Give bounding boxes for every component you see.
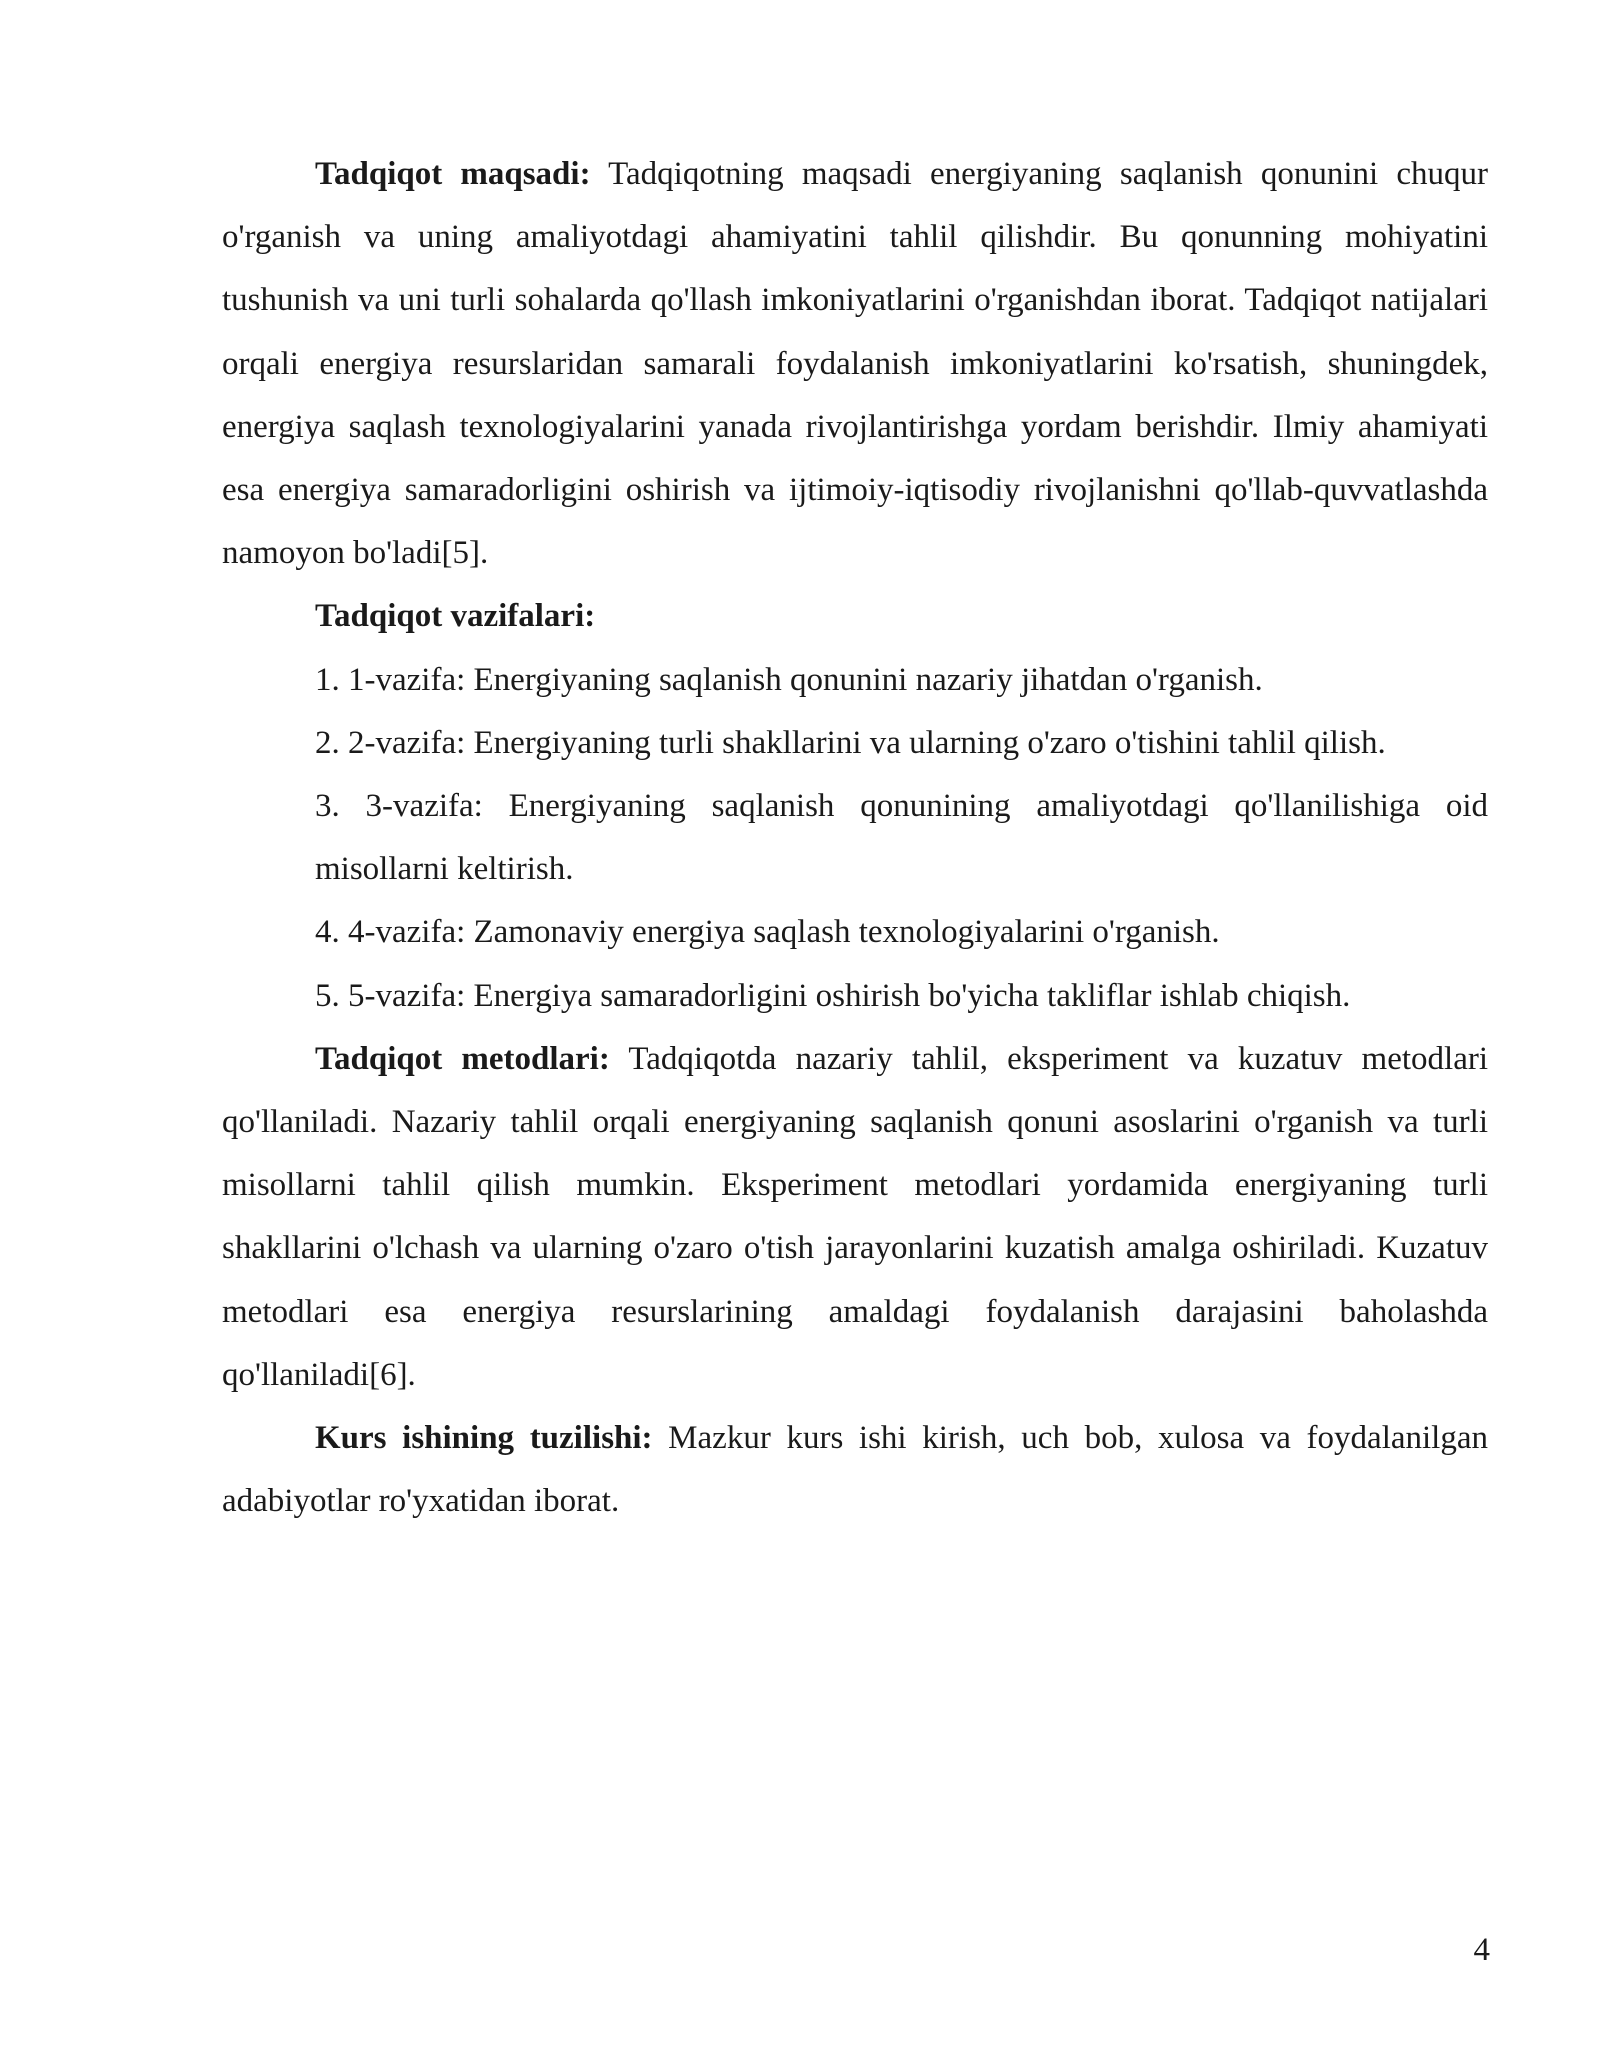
- research-methods-paragraph: [222, 1028, 1488, 1407]
- research-tasks-list: [222, 649, 1488, 1028]
- research-goal-label: Tadqiqot maqsadi:: [315, 156, 591, 192]
- research-tasks-heading: Tadqiqot vazifalari:: [315, 598, 596, 635]
- task-item-1: 1. 1-vazifa: Energiyaning saqlanish qonunini nazariy jihatdan o'rganish.: [315, 661, 1263, 698]
- document-page: [222, 143, 1488, 1533]
- course-structure-text: Mazkur kurs ishi kirish, uch bob, xulosa va foydalanilgan adabiyotlar ro'yxatidan iborat.: [222, 1420, 1488, 1520]
- research-goal-paragraph: [222, 143, 1488, 585]
- research-methods-text: Tadqiqotda nazariy tahlil, eksperiment va kuzatuv metodlari qo'llaniladi. Nazariy tahlil orqali energiyaning saqlanish qonuni asoslarini o'rganish va turli misollarni tahlil qilish mumkin. Eksperiment metodlari yordamida energiyaning turli shakllarini o'lchash va ularning o'zaro o'tish jarayonlarini kuzatish amalga oshiriladi. Kuzatuv metodlari esa energiya resurslarining amaldagi foydalanish darajasini baholashda qo'llaniladi[6].: [222, 1040, 1489, 1393]
- task-item-3: 3. 3-vazifa: Energiyaning saqlanish qonunining amaliyotdagi qo'llanilishiga oid misollarni keltirish.: [315, 788, 1488, 888]
- research-goal-text: Tadqiqotning maqsadi energiyaning saqlanish qonunini chuqur o'rganish va uning amaliyotdagi ahamiyatini tahlil qilishdir. Bu qonunning mohiyatini tushunish va uni turli sohalarda qo'llash imkoniyatlarini o'rganishdan iborat. Tadqiqot natijalari orqali energiya resurslaridan samarali foydalanish imkoniyatlarini ko'rsatish, shuningdek, energiya saqlash texnologiyalarini yanada rivojlantirishga yordam berishdir. Ilmiy ahamiyati esa energiya samaradorligini oshirish va ijtimoiy-iqtisodiy rivojlanishni qo'llab-quvvatlashda namoyon bo'ladi[5].: [222, 156, 1488, 572]
- task-item-2: 2. 2-vazifa: Energiyaning turli shakllarini va ularning o'zaro o'tishini tahlil qilish.: [315, 724, 1386, 761]
- course-structure-paragraph: [222, 1407, 1488, 1533]
- task-item-5: 5. 5-vazifa: Energiya samaradorligini oshirish bo'yicha takliflar ishlab chiqish.: [315, 977, 1351, 1014]
- task-item-4: 4. 4-vazifa: Zamonaviy energiya saqlash texnologiyalarini o'rganish.: [315, 914, 1220, 951]
- course-structure-label: Kurs ishining tuzilishi:: [315, 1420, 653, 1457]
- page-number: 4: [1473, 1932, 1490, 1968]
- research-methods-label: Tadqiqot metodlari:: [315, 1040, 610, 1077]
